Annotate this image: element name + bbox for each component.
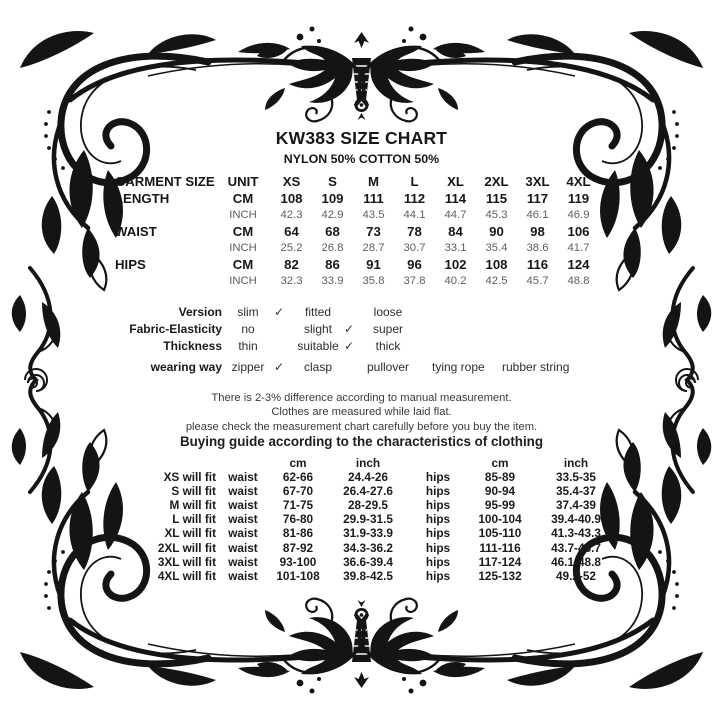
header-spacer (218, 456, 268, 470)
row-label: LENGTH (115, 191, 170, 206)
fabric-composition: NYLON 50% COTTON 50% (283, 152, 440, 166)
characteristic-option (292, 359, 362, 376)
waist-cm-range: 81-86 (282, 526, 314, 541)
waist-cm-range: 101-108 (276, 568, 320, 583)
cell-xl: 102 (444, 256, 467, 272)
hips-label: hips (425, 540, 451, 555)
characteristic-option (222, 304, 292, 321)
characteristic-option (362, 338, 432, 355)
measurement-row (115, 224, 599, 240)
measurement-row (115, 240, 599, 256)
cell-3xl: 46.1 (526, 209, 549, 222)
header-spacer (408, 456, 468, 470)
cell-3xl: 116 (526, 256, 549, 272)
hips-label: hips (425, 484, 451, 499)
cell-xl: 33.1 (444, 242, 467, 255)
waist-inch-range: 24.4-26 (347, 470, 388, 485)
waist-label: waist (228, 512, 258, 527)
waist-inch-range: 39.8-42.5 (343, 568, 393, 583)
hips-inch-range: 46.1-48.8 (551, 554, 601, 569)
waist-label: waist (228, 484, 258, 499)
cell-xs: 42.3 (280, 209, 303, 222)
hips-inch-range: 49.2-52 (555, 568, 596, 583)
option-text: rubber string (502, 360, 570, 374)
cell-4xl: 41.7 (567, 242, 590, 255)
header-hips-cm: cm (491, 456, 509, 470)
buying-guide-body (140, 470, 620, 583)
cell-4xl: 106 (567, 223, 590, 239)
waist-label: waist (228, 526, 258, 541)
header-garment-size: GARMENT SIZE (115, 174, 215, 189)
waist-cm-range: 76-80 (282, 512, 314, 527)
measurement-notes (0, 391, 723, 434)
header-size-4xl: 4XL (566, 174, 591, 189)
hips-cm-range: 111-116 (479, 540, 521, 555)
option-text: clasp (303, 360, 332, 374)
option-text: tying rope (432, 360, 485, 374)
cell-m: 91 (366, 256, 381, 272)
cell-xl: 44.7 (444, 209, 467, 222)
size-will-fit: XS will fit (163, 470, 216, 485)
row-unit: CM (232, 256, 254, 272)
hips-inch-range: 37.4-39 (555, 498, 596, 513)
waist-label: waist (228, 498, 258, 513)
cell-2xl: 45.3 (485, 209, 508, 222)
measurement-row (115, 273, 599, 289)
cell-m: 73 (366, 223, 381, 239)
cell-2xl: 108 (485, 256, 508, 272)
option-text: no (241, 322, 255, 336)
row-label (115, 240, 215, 256)
cell-xs: 32.3 (280, 275, 303, 288)
hips-inch-range: 33.5-35 (555, 470, 596, 485)
cell-4xl: 46.9 (567, 209, 590, 222)
waist-label: waist (228, 540, 258, 555)
hips-cm-range: 100-104 (478, 512, 522, 527)
hips-label: hips (425, 498, 451, 513)
waist-cm-range: 93-100 (279, 554, 317, 569)
check-icon: ✓ (274, 360, 285, 374)
check-icon: ✓ (344, 339, 355, 353)
cell-xs: 82 (284, 256, 299, 272)
hips-inch-range: 43.7-45.7 (551, 540, 601, 555)
characteristic-label: Version (178, 305, 222, 319)
option-text: suitable (297, 339, 339, 353)
hips-label: hips (425, 568, 451, 583)
header-size-2xl: 2XL (484, 174, 509, 189)
waist-cm-range: 62-66 (282, 470, 314, 485)
waist-inch-range: 34.3-36.2 (343, 540, 393, 555)
cell-l: 112 (403, 191, 426, 206)
waist-inch-range: 31.9-33.9 (343, 526, 393, 541)
cell-m: 28.7 (362, 242, 385, 255)
cell-3xl: 98 (530, 223, 545, 239)
cell-s: 33.9 (321, 275, 344, 288)
characteristic-option (502, 359, 572, 376)
characteristic-option (222, 359, 292, 376)
cell-4xl: 124 (567, 256, 590, 272)
cell-2xl: 42.5 (485, 275, 508, 288)
characteristic-option (222, 321, 292, 338)
header-waist-cm: cm (289, 456, 307, 470)
cell-s: 26.8 (321, 242, 344, 255)
cell-4xl: 119 (567, 191, 590, 206)
row-label: WAIST (115, 223, 157, 239)
cell-2xl: 35.4 (485, 242, 508, 255)
cell-xs: 64 (284, 223, 299, 239)
hips-label: hips (425, 512, 451, 527)
row-label (115, 273, 215, 289)
page-title: KW383 SIZE CHART (275, 128, 448, 148)
waist-inch-range: 28-29.5 (347, 498, 388, 513)
row-label: HIPS (115, 256, 146, 272)
option-text: fitted (304, 305, 331, 319)
row-unit: INCH (229, 209, 257, 222)
cell-l: 44.1 (403, 209, 426, 222)
characteristics-section (112, 304, 572, 376)
cell-l: 30.7 (403, 242, 426, 255)
hips-cm-range: 85-89 (484, 470, 516, 485)
cell-s: 109 (321, 191, 344, 206)
characteristic-option (292, 321, 362, 338)
header-size-xl: XL (447, 174, 464, 189)
waist-inch-range: 29.9-31.5 (343, 512, 393, 527)
row-unit: INCH (229, 275, 257, 288)
characteristic-label: Fabric-Elasticity (129, 322, 222, 336)
characteristic-option (362, 359, 432, 376)
header-size-xs: XS (282, 174, 301, 189)
option-text: zipper (231, 360, 265, 374)
measurement-table (115, 173, 599, 289)
size-will-fit: 2XL will fit (157, 540, 216, 555)
hips-label: hips (425, 470, 451, 485)
buying-guide-row (140, 555, 620, 569)
characteristic-label: Thickness (163, 339, 222, 353)
hips-inch-range: 41.3-43.3 (551, 526, 601, 541)
cell-xl: 84 (448, 223, 463, 239)
option-text: loose (373, 305, 403, 319)
cell-xl: 40.2 (444, 275, 467, 288)
cell-3xl: 117 (526, 191, 549, 206)
cell-s: 86 (325, 256, 340, 272)
size-will-fit: 3XL will fit (157, 554, 216, 569)
option-text: slight (303, 322, 332, 336)
cell-4xl: 48.8 (567, 275, 590, 288)
header-size-3xl: 3XL (525, 174, 550, 189)
option-text: slim (237, 305, 259, 319)
measurement-row (115, 191, 599, 207)
cell-l: 96 (407, 256, 422, 272)
note-line: Clothes are measured while laid flat. (271, 406, 452, 419)
cell-2xl: 115 (485, 191, 508, 206)
measurement-row (115, 207, 599, 223)
characteristic-row-thickness (112, 338, 572, 355)
measurement-table-header (115, 173, 599, 191)
waist-cm-range: 71-75 (282, 498, 314, 513)
buying-guide-row (140, 484, 620, 498)
waist-label: waist (228, 554, 258, 569)
option-text: pullover (366, 360, 410, 374)
waist-inch-range: 26.4-27.6 (343, 484, 393, 499)
characteristic-option (292, 338, 362, 355)
row-unit: INCH (229, 242, 257, 255)
cell-m: 111 (363, 191, 384, 206)
buying-guide-row (140, 498, 620, 512)
cell-l: 37.8 (403, 275, 426, 288)
hips-inch-range: 39.4-40.9 (551, 512, 601, 527)
header-size-s: S (328, 174, 337, 189)
buying-guide-row (140, 526, 620, 540)
buying-guide-row (140, 569, 620, 583)
size-will-fit: S will fit (171, 484, 216, 499)
row-unit: CM (232, 191, 254, 206)
hips-inch-range: 35.4-37 (555, 484, 596, 499)
buying-guide-header (140, 456, 620, 470)
note-line: please check the measurement chart carefully before you buy the item. (185, 420, 538, 433)
header-size-l: L (410, 174, 419, 189)
hips-cm-range: 90-94 (484, 484, 516, 499)
characteristic-option (362, 304, 432, 321)
cell-3xl: 45.7 (526, 275, 549, 288)
waist-label: waist (228, 470, 258, 485)
cell-l: 78 (407, 223, 422, 239)
measurement-table-body (115, 191, 599, 289)
row-label (115, 207, 215, 223)
size-will-fit: M will fit (169, 498, 216, 513)
characteristic-row-wearing-way (112, 359, 572, 376)
buying-guide-row (140, 541, 620, 555)
buying-guide-row (140, 512, 620, 526)
characteristic-option (362, 321, 432, 338)
cell-s: 42.9 (321, 209, 344, 222)
buying-guide-table (140, 456, 620, 583)
characteristic-row-version (112, 304, 572, 321)
check-icon: ✓ (274, 305, 285, 319)
option-text: thin (238, 339, 258, 353)
hips-cm-range: 117-124 (478, 554, 522, 569)
size-will-fit: XL will fit (164, 526, 216, 541)
cell-3xl: 38.6 (526, 242, 549, 255)
header-hips-inch: inch (563, 456, 589, 470)
waist-label: waist (228, 568, 258, 583)
characteristic-option (432, 359, 502, 376)
buying-guide-row (140, 470, 620, 484)
characteristic-label: wearing way (150, 360, 222, 374)
characteristic-option (222, 338, 292, 355)
cell-2xl: 90 (489, 223, 504, 239)
check-icon: ✓ (344, 322, 355, 336)
characteristic-row-elasticity (112, 321, 572, 338)
waist-cm-range: 87-92 (282, 540, 314, 555)
option-text: thick (375, 339, 401, 353)
header-size-m: M (368, 174, 379, 189)
cell-s: 68 (325, 223, 340, 239)
size-will-fit: 4XL will fit (157, 568, 216, 583)
cell-xl: 114 (444, 191, 467, 206)
hips-cm-range: 95-99 (484, 498, 516, 513)
cell-m: 35.8 (362, 275, 385, 288)
waist-inch-range: 36.6-39.4 (343, 554, 393, 569)
header-spacer (140, 456, 218, 470)
hips-label: hips (425, 526, 451, 541)
note-line: There is 2-3% difference according to manual measurement. (211, 392, 512, 404)
characteristic-option (292, 304, 362, 321)
header-unit: UNIT (227, 174, 259, 189)
header-waist-inch: inch (355, 456, 381, 470)
size-will-fit: L will fit (172, 512, 216, 527)
measurement-row (115, 257, 599, 273)
hips-cm-range: 125-132 (478, 568, 522, 583)
cell-xs: 108 (280, 191, 303, 206)
buying-guide-heading: Buying guide according to the characteristics of clothing (179, 434, 544, 449)
cell-xs: 25.2 (280, 242, 303, 255)
cell-m: 43.5 (362, 209, 385, 222)
option-text: super (372, 322, 404, 336)
waist-cm-range: 67-70 (282, 484, 314, 499)
row-unit: CM (232, 223, 254, 239)
hips-cm-range: 105-110 (478, 526, 522, 541)
hips-label: hips (425, 554, 451, 569)
